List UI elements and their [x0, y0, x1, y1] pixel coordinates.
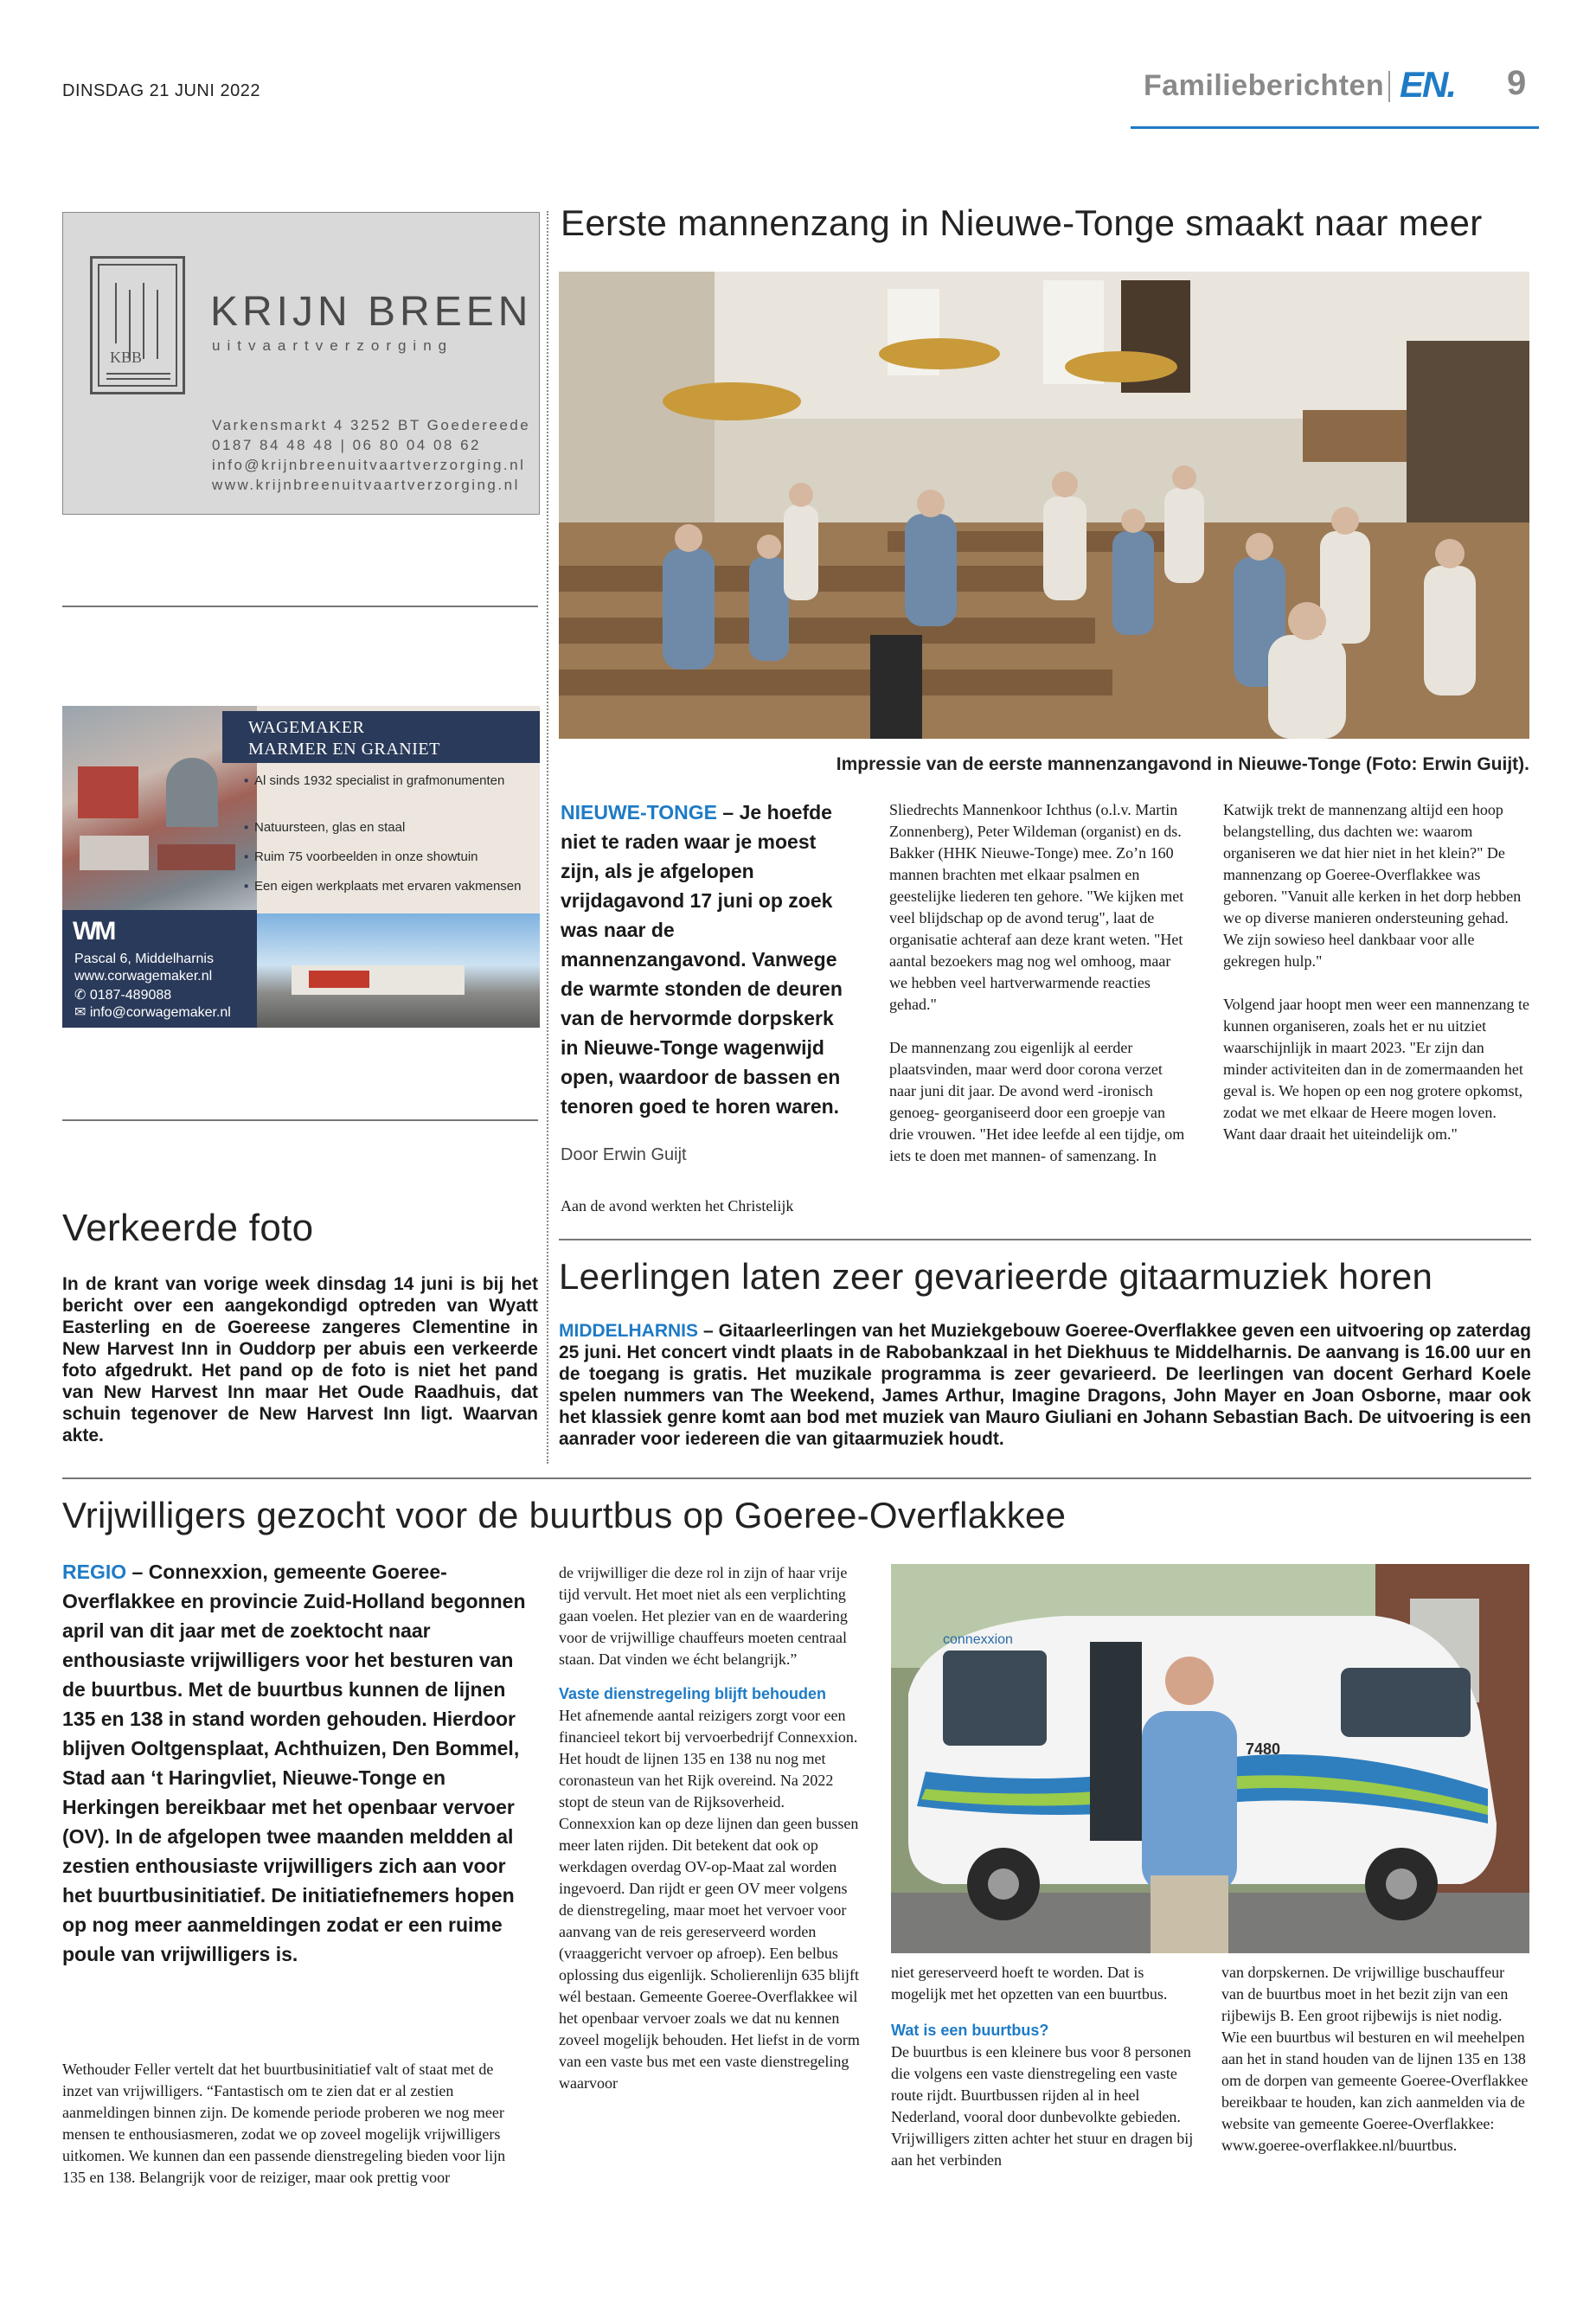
- article-paragraph: De mannenzang zou eigenlijk al eerder plaatsvinden, maar werd door corona verzet naar juni dit jaar. De avond werd -ironisch genoeg- georganiseerd door een groepje van drie vrouwen. "Het idee leefde al een tijdje, om iets te doen met mannen- of samenzang. In: [889, 1039, 1185, 1164]
- page-number: 9: [1507, 64, 1527, 102]
- wagemaker-email: info@corwagemaker.nl: [89, 1005, 231, 1020]
- wagemaker-bullet: ▪ Natuursteen, glas en staal: [254, 820, 531, 836]
- bus-brand: connexxion: [943, 1632, 1013, 1647]
- article-title: Vrijwilligers gezocht voor de buurtbus op Goeree-Overflakkee: [62, 1495, 1067, 1535]
- issue-date: DINSDAG 21 JUNI 2022: [62, 81, 260, 100]
- article-lead-text: – Je hoefde niet te raden waar je moest zijn, als je afgelopen vrijdagavond 17 juni op zoek was naar de mannenzangavond. Vanwege de warmte stonden de deuren van de hervormde dorpskerk in Nieuwe-Tonge wagenwijd open, waardoor de bassen en tenoren goed te horen waren.: [561, 801, 843, 1118]
- column-separator: [547, 211, 548, 1464]
- article-column: [559, 1562, 863, 2094]
- wagemaker-phone-row[interactable]: [74, 986, 171, 1003]
- krijn-breen-logo-letters: KBB: [110, 349, 143, 366]
- article-column: [889, 799, 1192, 1167]
- article-paragraph: de vrijwilliger die deze rol in zijn of haar vrije tijd vervult. Het moet niet als een verplichting gaan voelen. Het plezier van en de waardering voor de vrijwillige chauffeurs moeten centraal staan. Dat vinden we écht belangrijk.”: [559, 1564, 848, 1668]
- article-paragraph: Wethouder Feller vertelt dat het buurtbusinitiatief valt of staat met de inzet van vrijwilligers. “Fantastisch om te zien dat er al zestien aanmeldingen binnen zijn. De komende periode proberen we nog meer mensen te enthousiasmeren, zodat we op zoveel mogelijk vrijwilligers uitkomen. We kunnen dan een passende dienstregeling bieden voor lijn 135 en 138. Belangrijk voor de reiziger, maar ook prettig voor: [62, 2061, 506, 2186]
- krijn-breen-name: KRIJN BREEN: [210, 289, 533, 335]
- article-lead: [62, 1557, 531, 1969]
- krijn-breen-website[interactable]: www.krijnbreenuitvaartverzorging.nl: [212, 477, 520, 493]
- wagemaker-website[interactable]: www.corwagemaker.nl: [74, 969, 213, 984]
- krijn-breen-subtitle: uitvaartverzorging: [212, 337, 454, 354]
- article-title: Eerste mannenzang in Nieuwe-Tonge smaakt naar meer: [561, 202, 1483, 243]
- publication-logo: EN.: [1400, 64, 1456, 105]
- section-title: Familieberichten: [1144, 69, 1385, 102]
- wagemaker-phone: 0187-489088: [89, 988, 172, 1003]
- article-title: Leerlingen laten zeer gevarieerde gitaarmuziek horen: [559, 1256, 1433, 1297]
- ad-wagemaker[interactable]: [62, 706, 540, 1028]
- wagemaker-email-row[interactable]: [74, 1003, 231, 1021]
- article-paragraph: niet gereserveerd hoeft te worden. Dat is mogelijk met het opzetten van een buurtbus.: [891, 1964, 1168, 2003]
- column-rule: [62, 1119, 538, 1121]
- article-text: Aan de avond werkten het Christelijk: [561, 1197, 794, 1215]
- article-photo-choir: [559, 272, 1529, 739]
- wagemaker-logo: WM: [73, 917, 114, 945]
- article-paragraph: van dorpskernen. De vrijwillige buschauffeur van de buurtbus moet in het bezit zijn van een rijbewijs B. Een groot rijbewijs is niet nodig. Wie een buurtbus wil besturen en wil meehelpen aan het in stand houden van de lijnen 135 en 138 om de dorpen van gemeente Goeree-Overflakkee bereikbaar te houden, kan zich aanmelden via de website van gemeente Goeree-Overflakkee: www.goeree-overflakkee.nl/buurtbus.: [1221, 1964, 1529, 2154]
- article-subhead: Vaste dienstregeling blijft behouden: [559, 1685, 827, 1702]
- article-paragraph: Het afnemende aantal reizigers zorgt voor een financieel tekort bij vervoerbedrijf Connexxion. Het houdt de lijnen 135 en 138 nu nog met coronasteun van het Rijk overeind. Na 2022 stopt de steun van de Rijksoverheid. Connexxion kan op deze lijnen dan geen bussen meer laten rijden. Dit betekent dat ook op werkdagen overdag OV-op-Maat zal worden ingevoerd. Dan rijdt er geen OV meer volgens de dienstregeling, maar moet het vervoer voor aanvang van de reis gereserveerd worden (vraaggericht vervoer op afroep). Een belbus oplossing dus eigenlijk. Scholierenlijn 635 blijft wél bestaan. Gemeente Goeree-Overflakkee wil het openbaar vervoer zoals we dat nu kennen zoveel mogelijk behouden. Het liefst in de vorm van een vaste bus met een vaste dienstregeling waarvoor: [559, 1707, 860, 2092]
- ad-photo-showroom: [257, 913, 540, 1028]
- krijn-breen-phones: 0187 84 48 48 | 06 80 04 08 62: [212, 437, 482, 453]
- wagemaker-address: Pascal 6, Middelharnis: [74, 952, 214, 966]
- article-photo-bus: [891, 1564, 1529, 1953]
- article-lead-text: – Connexxion, gemeente Goeree-Overflakkee en provincie Zuid-Holland begonnen april van dit jaar met de zoektocht naar enthousiaste vrijwilligers voor het besturen van de buurtbus. Met de buurtbus kunnen de lijnen 135 en 138 in stand worden gehouden. Hierdoor blijven Ooltgensplaat, Achthuizen, Den Bommel, Stad aan ‘t Haringvliet, Nieuwe-Tonge en Herkingen bereikbaar met het openbaar vervoer (OV). In de afgelopen twee maanden meldden al zestien enthousiaste vrijwilligers zich aan voor het buurtbusinitiatief. De initiatiefnemers hopen op nog meer aanmeldingen zodat er een ruime poule van vrijwilligers is.: [62, 1561, 526, 1965]
- article-subhead: Wat is een buurtbus?: [891, 2022, 1049, 2039]
- notice-body: In de krant van vorige week dinsdag 14 juni is bij het bericht over een aangekondigd optreden van Wyatt Easterling en de Goereese zangeres Clementine in New Harvest Inn in Ouddorp per abuis een verkeerde foto afgedrukt. Het pand op de foto is niet het pand van New Harvest Inn maar Het Oude Raadhuis, dat schuin tegenover de New Harvest Inn ligt. Waarvan akte.: [62, 1274, 538, 1445]
- article-kicker: NIEUWE-TONGE: [561, 801, 718, 824]
- phone-icon: ✆: [74, 988, 87, 1003]
- header-rule: [1131, 126, 1539, 129]
- article-column: [891, 1962, 1195, 2171]
- article-kicker: MIDDELHARNIS: [559, 1321, 698, 1341]
- bus-number: 7480: [1246, 1740, 1281, 1758]
- notice-title: Verkeerde foto: [62, 1207, 314, 1249]
- article-paragraph: De buurtbus is een kleinere bus voor 8 personen die volgens een vaste dienstregeling een vaste route rijdt. Buurtbussen rijden al in heel Nederland, vooral door dunbevolkte gebieden. Vrijwilligers zitten achter het stuur en dragen bij aan het verbinden: [891, 2043, 1194, 2169]
- article-body: [559, 1320, 1531, 1450]
- article-column: [1223, 799, 1530, 1145]
- krijn-breen-logo: [90, 256, 185, 394]
- article-column: [1221, 1962, 1529, 2157]
- krijn-breen-email[interactable]: info@krijnbreenuitvaartverzorging.nl: [212, 457, 526, 473]
- envelope-icon: ✉: [74, 1005, 87, 1020]
- buurtbus-illustration: [891, 1564, 1529, 1953]
- wagemaker-bullet: ▪ Ruim 75 voorbeelden in onze showtuin: [254, 849, 531, 865]
- article-kicker: REGIO: [62, 1561, 127, 1583]
- choir-church-illustration: [559, 272, 1529, 739]
- wagemaker-title: WAGEMAKER: [248, 718, 365, 737]
- article-paragraph: Volgend jaar hoopt men weer een mannenzang te kunnen organiseren, zoals het er nu uitziet waarschijnlijk in maart 2023. "Er zijn dan minder activiteiten dan in de zomermaanden het geval is. We hopen op een nog grotere opkomst, zodat we met elkaar de Heere mogen loven. Want daar draait het uiteindelijk om.": [1223, 996, 1530, 1143]
- wagemaker-bullet: ▪ Al sinds 1932 specialist in grafmonumenten: [254, 773, 531, 789]
- wagemaker-subtitle: MARMER EN GRANIET: [248, 740, 440, 759]
- article-rule: [62, 1477, 1531, 1479]
- header-divider: [1388, 71, 1390, 102]
- article-paragraph: Katwijk trekt de mannenzang altijd een hoop belangstelling, dus dachten we: waarom organiseren we dat hier niet in het klein?" De mannenzang op Goeree-Overflakkee was geboren. "Vanuit alle kerken in het dorp hebben we op diverse manieren ondersteuning gehad. We zijn sowieso heel dankbaar voor alle gekregen hulp.": [1223, 801, 1522, 970]
- photo-caption: Impressie van de eerste mannenzangavond in Nieuwe-Tonge (Foto: Erwin Guijt).: [836, 754, 1529, 774]
- article-paragraph: Sliedrechts Mannenkoor Ichthus (o.l.v. Martin Zonnenberg), Peter Wildeman (organist) en ds. Bakker (HHK Nieuwe-Tonge) mee. Zo’n 160 mannen brachten met elkaar psalmen en geestelijke liederen ten gehore. "We kijken met veel blijdschap op de avond terug", laat de organisatie achteraf aan deze krant weten. "Het aantal bezoekers mag nog wel omhoog, maar we hebben veel hartverwarmende reacties gehad.": [889, 801, 1184, 1013]
- column-rule: [62, 606, 538, 607]
- byline: Door Erwin Guijt: [561, 1145, 687, 1164]
- article-lead: [561, 798, 856, 1121]
- krijn-breen-address: Varkensmarkt 4 3252 BT Goedereede: [212, 417, 531, 433]
- article-body-text: – Gitaarleerlingen van het Muziekgebouw Goeree-Overflakkee geven een uitvoering op zaterdag 25 juni. Het concert vindt plaats in de Rabobankzaal in het Diekhuus te Middelharnis. De aanvang is 16.00 uur en de toegang is gratis. Het muzikale programma is zeer gevarieerd. De leerlingen van docent Gerhard Koele spelen nummers van The Weekend, James Arthur, Imagine Dragons, John Mayer en Joan Osborne, maar ook het klassiek genre komt aan bod met muziek van Mauro Giuliani en Johann Sebastian Bach. De uitvoering is een aanrader voor iedereen die van gitaarmuziek houdt.: [559, 1321, 1531, 1449]
- wagemaker-bullet: ▪ Een eigen werkplaats met ervaren vakmensen: [254, 879, 531, 894]
- article-rule: [559, 1239, 1531, 1240]
- article-column: [62, 2059, 521, 2189]
